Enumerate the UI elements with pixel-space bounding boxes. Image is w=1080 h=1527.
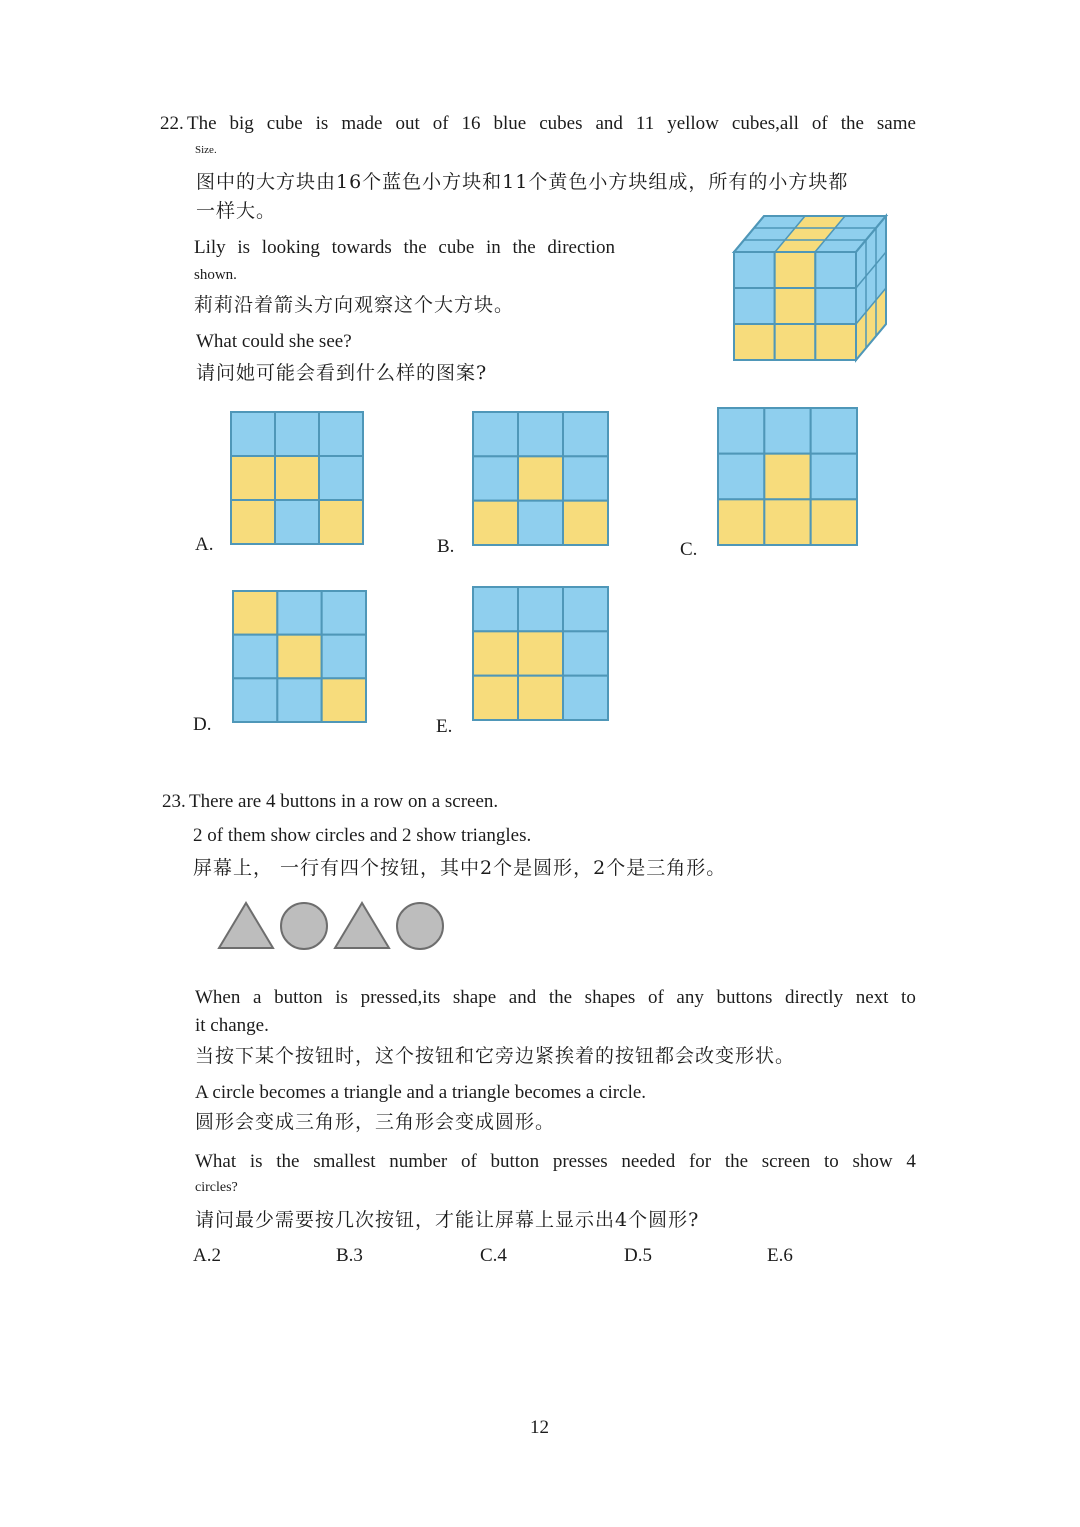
question-23-press-word: shapes xyxy=(584,987,636,1008)
question-23-question-word: screen xyxy=(761,1151,811,1172)
option-d-cell-yellow xyxy=(322,678,366,722)
button-triangle-icon xyxy=(219,903,273,948)
button-row-illustration xyxy=(217,898,447,954)
option-e-cell-blue xyxy=(563,587,608,631)
option-b-grid-svg xyxy=(472,411,609,546)
question-22-line1-word: the xyxy=(840,113,864,134)
cube-front-cell-blue xyxy=(815,252,856,288)
option-d-grid-svg xyxy=(232,590,367,723)
question-23-cn-line1: 屏幕上， 一行有四个按钮，其中2个是圆形，2个是三角形。 xyxy=(193,857,727,879)
question-22-lily-word: the xyxy=(512,237,536,258)
option-a-cell-yellow xyxy=(231,500,275,544)
option-a-cell-yellow xyxy=(319,500,363,544)
question-23-press-word: is xyxy=(335,987,348,1008)
question-23-question-word: is xyxy=(249,1151,263,1172)
question-23-press-word: pressed,its xyxy=(360,987,441,1008)
option-c-cell-blue xyxy=(764,408,810,454)
question-23-number: 23. xyxy=(162,791,186,812)
question-23-question-word: 4 xyxy=(906,1151,916,1172)
question-23-press-word: button xyxy=(274,987,323,1008)
question-22-text-tail: Size. xyxy=(195,144,217,156)
question-22-line1-word: 11 xyxy=(635,113,655,134)
buttons-svg xyxy=(217,898,447,954)
question-22-line1-word: same xyxy=(876,113,916,134)
question-23-question-line xyxy=(195,1152,916,1171)
question-23-question-word: the xyxy=(276,1151,300,1172)
option-a-grid[interactable] xyxy=(230,411,364,545)
question-23-question-word: needed xyxy=(621,1151,676,1172)
question-23-text-line1: There are 4 buttons in a row on a screen. xyxy=(189,791,499,812)
question-22-cn-line2: 一样大。 xyxy=(196,200,277,222)
answer-b[interactable]: B.3 xyxy=(336,1245,363,1266)
question-23-question-word: the xyxy=(724,1151,749,1172)
option-a-cell-blue xyxy=(275,412,319,456)
question-23-question-word: number xyxy=(389,1151,448,1172)
option-e-grid[interactable] xyxy=(472,586,609,721)
option-c-grid-svg xyxy=(717,407,858,546)
cube-front-cell-yellow xyxy=(734,324,775,360)
option-b-label[interactable]: B. xyxy=(437,536,455,557)
question-23-question-word: to xyxy=(824,1151,839,1172)
question-23-rule: A circle becomes a triangle and a triangle becomes a circle. xyxy=(195,1082,647,1103)
cube-svg xyxy=(726,212,896,367)
question-22-line1-word: of xyxy=(432,113,449,134)
option-d-cell-yellow xyxy=(277,635,321,679)
question-22-cn-line1: 图中的大方块由16个蓝色小方块和11个黄色小方块组成，所有的小方块都 xyxy=(196,171,849,193)
question-23-press-word: and xyxy=(508,987,537,1008)
option-b-cell-blue xyxy=(518,501,563,545)
question-23-press-word: a xyxy=(253,987,262,1008)
question-22-lily-word: looking xyxy=(261,237,320,258)
cube-front-cell-yellow xyxy=(775,252,816,288)
cube-front-cell-blue xyxy=(815,288,856,324)
question-23-question-word: for xyxy=(688,1151,712,1172)
option-d-grid[interactable] xyxy=(232,590,367,723)
question-23-question-word: button xyxy=(490,1151,540,1172)
cube-front-cell-yellow xyxy=(775,324,816,360)
option-e-cell-blue xyxy=(563,676,608,720)
option-b-cell-blue xyxy=(563,456,608,500)
question-22-line1-word: made xyxy=(341,113,383,134)
question-23-press-word: When xyxy=(195,987,241,1008)
question-22-number: 22. xyxy=(160,113,184,134)
option-e-cell-yellow xyxy=(473,676,518,720)
button-circle-icon xyxy=(397,903,443,949)
option-c-grid[interactable] xyxy=(717,407,858,546)
option-e-label[interactable]: E. xyxy=(436,716,453,737)
question-23-press-line xyxy=(195,988,916,1007)
question-22-line1-word: cubes xyxy=(539,113,583,134)
question-22-text-line1 xyxy=(187,114,916,133)
option-d-cell-blue xyxy=(277,678,321,722)
button-circle-icon xyxy=(281,903,327,949)
option-a-cell-yellow xyxy=(275,456,319,500)
cube-front-cell-yellow xyxy=(775,288,816,324)
option-e-cell-blue xyxy=(518,587,563,631)
question-22-line1-word: out xyxy=(395,113,420,134)
option-d-cell-blue xyxy=(322,635,366,679)
option-c-cell-yellow xyxy=(718,499,764,545)
answer-d[interactable]: D.5 xyxy=(624,1245,652,1266)
question-22-lily-word: direction xyxy=(547,237,615,258)
option-d-label[interactable]: D. xyxy=(193,714,212,735)
option-a-cell-blue xyxy=(319,456,363,500)
answer-e[interactable]: E.6 xyxy=(767,1245,793,1266)
option-b-cell-blue xyxy=(563,412,608,456)
question-23-question-word: smallest xyxy=(313,1151,376,1172)
question-22-lily-word: is xyxy=(237,237,251,258)
option-b-cell-blue xyxy=(473,412,518,456)
question-22-lily-line xyxy=(194,238,615,257)
question-22-lily-tail: shown. xyxy=(194,267,237,283)
option-b-cell-blue xyxy=(518,412,563,456)
question-22-line1-word: 16 xyxy=(461,113,481,134)
question-23-press-word: directly xyxy=(785,987,844,1008)
question-22-cn-what: 请问她可能会看到什么样的图案? xyxy=(196,362,488,384)
option-c-cell-yellow xyxy=(764,454,810,500)
question-22-cn-lily: 莉莉沿着箭头方向观察这个大方块。 xyxy=(194,294,515,316)
cube-front-cell-yellow xyxy=(815,324,856,360)
question-22-lily-word: the xyxy=(403,237,427,258)
question-22-line1-word: is xyxy=(315,113,329,134)
option-d-cell-yellow xyxy=(233,591,277,635)
option-b-cell-yellow xyxy=(473,501,518,545)
option-d-cell-blue xyxy=(322,591,366,635)
question-22-line1-word: blue xyxy=(493,113,527,134)
option-c-label[interactable]: C. xyxy=(680,539,698,560)
option-e-cell-yellow xyxy=(473,631,518,675)
page-number: 12 xyxy=(530,1417,549,1438)
question-22-lily-word: in xyxy=(485,237,501,258)
question-23-press-word: next xyxy=(855,987,889,1008)
question-23-text-line2: 2 of them show circles and 2 show triangles. xyxy=(193,825,532,846)
option-c-cell-yellow xyxy=(811,499,857,545)
option-b-cell-blue xyxy=(473,456,518,500)
question-22-lily-word: cube xyxy=(438,237,475,258)
question-22-line1-word: cubes,all xyxy=(731,113,799,134)
question-23-question-word: of xyxy=(460,1151,477,1172)
option-e-cell-yellow xyxy=(518,631,563,675)
option-d-cell-blue xyxy=(233,678,277,722)
button-triangle-icon xyxy=(335,903,389,948)
question-23-cn-question: 请问最少需要按几次按钮，才能让屏幕上显示出4个圆形? xyxy=(195,1209,700,1231)
question-23-cn-rule: 圆形会变成三角形，三角形会变成圆形。 xyxy=(195,1111,556,1133)
question-23-cn-press: 当按下某个按钮时，这个按钮和它旁边紧挨着的按钮都会改变形状。 xyxy=(195,1045,796,1067)
option-b-grid[interactable] xyxy=(472,411,609,546)
option-e-cell-blue xyxy=(563,631,608,675)
option-d-cell-blue xyxy=(277,591,321,635)
option-c-cell-blue xyxy=(718,408,764,454)
cube-front-face xyxy=(734,252,856,360)
option-d-cell-blue xyxy=(233,635,277,679)
answer-c[interactable]: C.4 xyxy=(480,1245,507,1266)
question-22-line1-word: cube xyxy=(266,113,303,134)
option-c-cell-blue xyxy=(811,454,857,500)
option-e-cell-yellow xyxy=(518,676,563,720)
option-a-cell-yellow xyxy=(231,456,275,500)
question-22-line1-word: big xyxy=(229,113,254,134)
question-22-what-could: What could she see? xyxy=(196,331,352,352)
question-23-press-word: any xyxy=(676,987,704,1008)
option-a-cell-blue xyxy=(319,412,363,456)
question-22-line1-word: of xyxy=(811,113,828,134)
question-23-press-word: the xyxy=(548,987,573,1008)
question-23-question-word: What xyxy=(195,1151,237,1172)
option-e-grid-svg xyxy=(472,586,609,721)
option-a-cell-blue xyxy=(275,500,319,544)
question-22-line1-word: The xyxy=(187,113,217,134)
question-23-press-word: shape xyxy=(452,987,497,1008)
question-23-press-word: buttons xyxy=(716,987,773,1008)
option-b-cell-yellow xyxy=(518,456,563,500)
question-23-question-tail: circles? xyxy=(195,1180,238,1195)
option-c-cell-blue xyxy=(811,408,857,454)
option-a-label[interactable]: A. xyxy=(195,534,214,555)
question-22-line1-word: and xyxy=(595,113,623,134)
question-23-question-word: presses xyxy=(552,1151,608,1172)
question-22-lily-word: Lily xyxy=(194,237,226,258)
option-a-grid-svg xyxy=(230,411,364,545)
question-23-press-tail: it change. xyxy=(195,1015,269,1036)
option-a-cell-blue xyxy=(231,412,275,456)
question-22-lily-word: towards xyxy=(331,237,392,258)
option-c-cell-blue xyxy=(718,454,764,500)
cube-front-cell-blue xyxy=(734,252,775,288)
option-c-cell-yellow xyxy=(764,499,810,545)
question-23-press-word: of xyxy=(647,987,664,1008)
question-22-line1-word: yellow xyxy=(667,113,719,134)
cube-front-cell-blue xyxy=(734,288,775,324)
question-23-press-word: to xyxy=(901,987,916,1008)
option-e-cell-blue xyxy=(473,587,518,631)
option-b-cell-yellow xyxy=(563,501,608,545)
answer-a[interactable]: A.2 xyxy=(193,1245,221,1266)
question-23-question-word: show xyxy=(852,1151,893,1172)
cube-illustration xyxy=(726,212,896,367)
